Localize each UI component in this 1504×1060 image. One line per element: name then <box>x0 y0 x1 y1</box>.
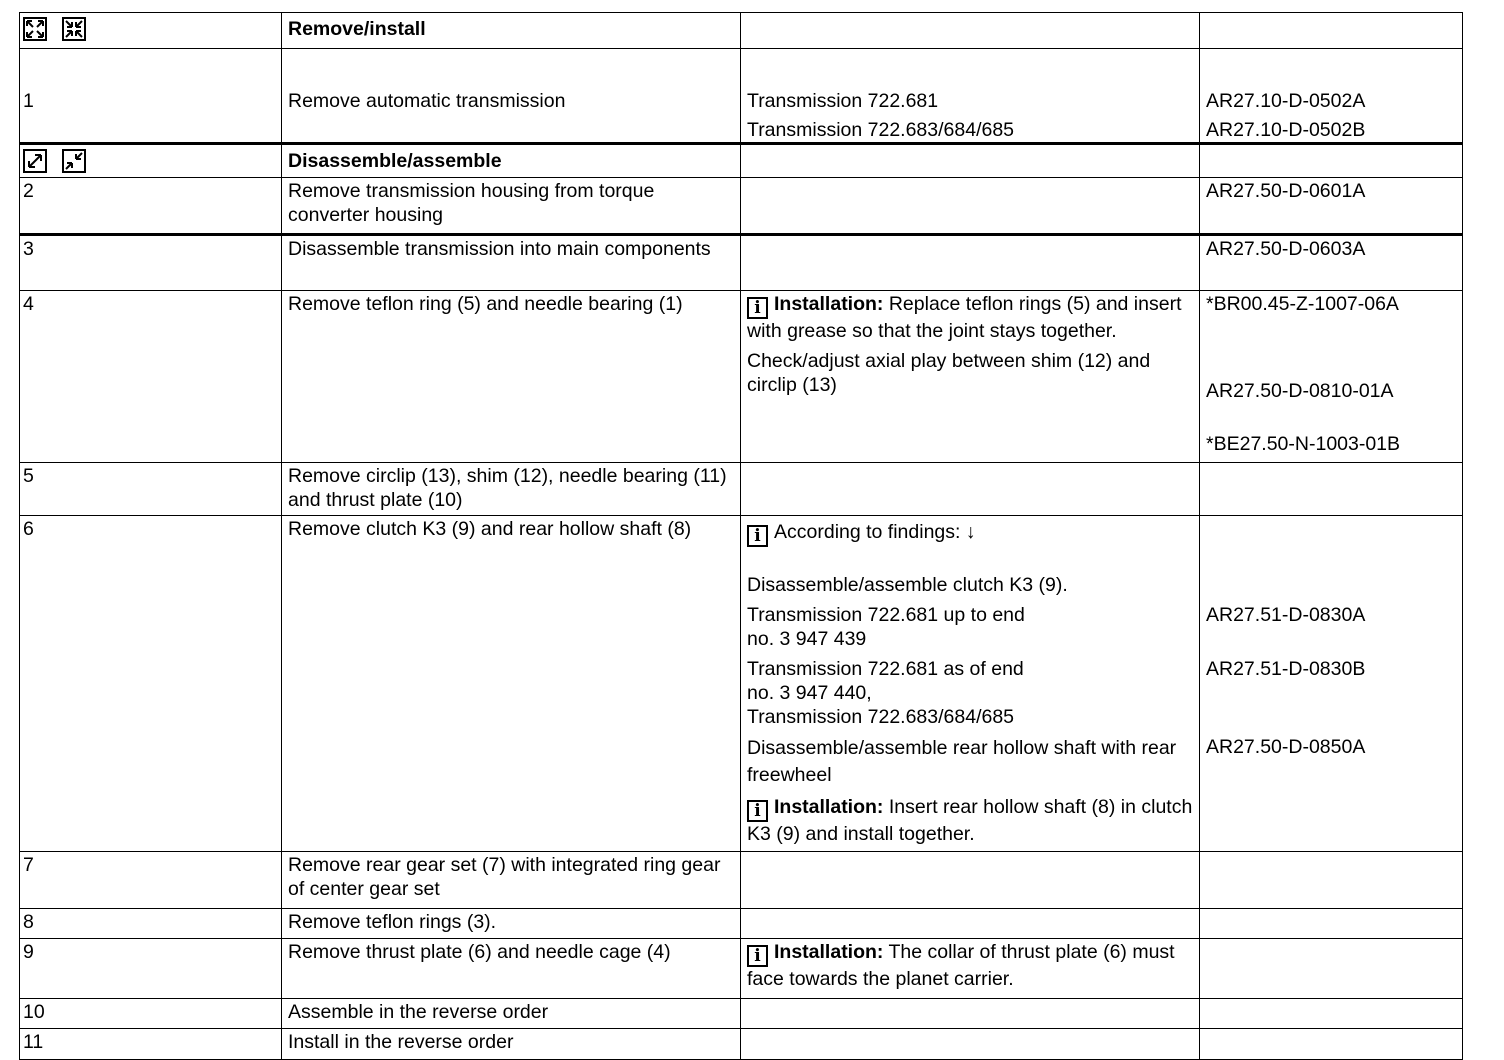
install-icon <box>62 17 86 41</box>
step-action: Assemble in the reverse order <box>282 999 741 1029</box>
step-number: 8 <box>20 909 282 939</box>
section-title: Disassemble/assemble <box>282 144 741 178</box>
step-number: 2 <box>20 178 282 235</box>
step-action: Remove automatic transmission <box>282 49 741 144</box>
step-number: 10 <box>20 999 282 1029</box>
step-notes <box>741 291 1200 463</box>
step-notes: Transmission 722.681 Transmission 722.683/684/685 <box>741 49 1200 144</box>
step-refs: AR27.51-D-0830A AR27.51-D-0830B AR27.50-D-0850A <box>1200 516 1463 852</box>
step-number: 11 <box>20 1029 282 1060</box>
step-notes <box>741 939 1200 999</box>
section-row-remove-install <box>20 13 1463 49</box>
step-refs: AR27.10-D-0502A AR27.10-D-0502B <box>1200 49 1463 144</box>
procedure-table <box>19 12 1463 1060</box>
installation-note: i Installation: Replace teflon rings (5) and insert with grease so that the joint stays together. <box>747 293 1182 342</box>
section-title: Remove/install <box>282 13 741 49</box>
step-notes: i According to findings: ↓ Disassemble/assemble clutch K3 (9). Transmission 722.681 up to end no. 3 947 439 Transmission 722.681 as of end no. 3 947 440, Transmission 722.683/684/685 Disassemble/assemble rear hollow shaft with rear freewheel i Installation: Insert rear hollow shaft (8) in clutch K3 (9) and install together. <box>741 516 1200 852</box>
step-action: Remove circlip (13), shim (12), needle bearing (11) and thrust plate (10) <box>282 463 741 516</box>
step-action: Remove thrust plate (6) and needle cage (4) <box>282 939 741 999</box>
table-row <box>20 463 1463 516</box>
table-row <box>20 852 1463 909</box>
step-action: Remove transmission housing from torque converter housing <box>282 178 741 235</box>
table-row <box>20 1029 1463 1060</box>
step-number: 9 <box>20 939 282 999</box>
table-row <box>20 999 1463 1029</box>
table-row <box>20 49 1463 144</box>
step-action: Remove teflon rings (3). <box>282 909 741 939</box>
info-icon: i <box>747 800 768 822</box>
step-action: Disassemble transmission into main components <box>282 235 741 291</box>
step-action: Install in the reverse order <box>282 1029 741 1060</box>
step-number: 4 <box>20 291 282 463</box>
step-number: 6 <box>20 516 282 852</box>
step-refs: AR27.50-D-0603A <box>1200 235 1463 291</box>
table-row <box>20 516 1463 852</box>
check-note: Check/adjust axial play between shim (12) and circlip (13) <box>747 350 1151 396</box>
step-action: Remove teflon ring (5) and needle bearing (1) <box>282 291 741 463</box>
table-row <box>20 291 1463 463</box>
installation-note: i Installation: The collar of thrust plate (6) must face towards the planet carrier. <box>747 941 1175 990</box>
section-icons <box>20 13 282 49</box>
table-row <box>20 235 1463 291</box>
step-number: 7 <box>20 852 282 909</box>
installation-note: i Installation: Insert rear hollow shaft (8) in clutch K3 (9) and install together. <box>747 796 1193 845</box>
step-refs: AR27.50-D-0601A <box>1200 178 1463 235</box>
table-row <box>20 178 1463 235</box>
info-icon: i <box>747 945 768 967</box>
info-icon: i <box>747 297 768 319</box>
step-number: 5 <box>20 463 282 516</box>
section-icons <box>20 144 282 178</box>
disassemble-icon <box>23 149 47 173</box>
findings-note: i According to findings: ↓ <box>747 520 1193 547</box>
table-row <box>20 909 1463 939</box>
assemble-icon <box>62 149 86 173</box>
remove-icon <box>23 17 47 41</box>
section-row-disassemble-assemble <box>20 144 1463 178</box>
step-number: 3 <box>20 235 282 291</box>
step-number: 1 <box>20 49 282 144</box>
step-action: Remove clutch K3 (9) and rear hollow shaft (8) <box>282 516 741 852</box>
table-row <box>20 939 1463 999</box>
step-refs: *BR00.45-Z-1007-06A AR27.50-D-0810-01A *BE27.50-N-1003-01B <box>1200 291 1463 463</box>
info-icon: i <box>747 525 768 547</box>
step-action: Remove rear gear set (7) with integrated ring gear of center gear set <box>282 852 741 909</box>
